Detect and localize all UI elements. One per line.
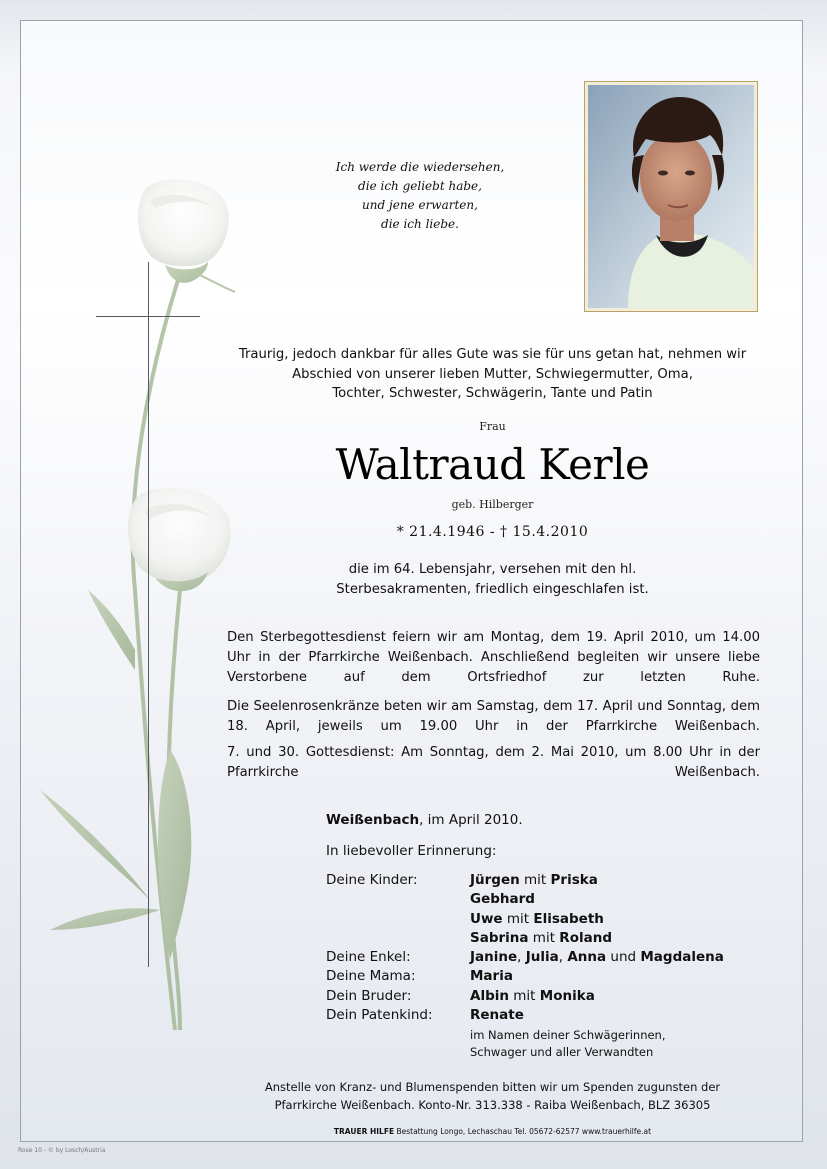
donation-line: Pfarrkirche Weißenbach. Konto-Nr. 313.338 - Raiba Weißenbach, BLZ 36305 <box>274 1098 711 1112</box>
memorial-quote <box>300 158 540 234</box>
person-name: Jürgen <box>470 872 520 888</box>
name-connector: , <box>558 949 568 966</box>
place-date <box>326 812 523 828</box>
mourner-row <box>326 930 746 949</box>
quote-line: die ich liebe. <box>381 217 459 231</box>
name-connector: mit <box>508 987 540 1004</box>
quote-line: die ich geliebt habe, <box>358 179 482 193</box>
person-name: Elisabeth <box>533 910 604 927</box>
place-town: Weißenbach <box>326 812 420 828</box>
mourner-role: Deine Enkel: <box>326 949 411 966</box>
portrait-image <box>588 85 754 308</box>
relatives-note-line: im Namen deiner Schwägerinnen, <box>470 1028 666 1042</box>
intro-line: Abschied von unserer lieben Mutter, Schwiegermutter, Oma, <box>292 366 693 382</box>
mourner-names <box>470 949 724 965</box>
person-name: Janine <box>470 949 518 966</box>
rosary-paragraph: Die Seelenrosenkränze beten wir am Samstag, dem 17. April und Sonntag, dem 18. April, jeweils um 19.00 Uhr in der Pfarrkirche Weißenbach. <box>227 699 760 734</box>
age-line: die im 64. Lebensjahr, versehen mit den hl. <box>348 562 637 577</box>
remembrance-text: In liebevoller Erinnerung: <box>326 843 497 859</box>
mourner-row <box>326 911 746 930</box>
mourner-names <box>470 1007 524 1023</box>
quote-line: und jene erwarten, <box>362 198 478 212</box>
quote-line: Ich werde die wiedersehen, <box>335 160 505 174</box>
relatives-note-line: Schwager und aller Verwandten <box>470 1045 654 1059</box>
mourner-names <box>470 911 604 927</box>
age-line: Sterbesakramenten, friedlich eingeschlafen ist. <box>336 582 649 597</box>
donation-request <box>225 1078 760 1114</box>
person-name: Maria <box>470 968 513 985</box>
person-name: Renate <box>470 1007 524 1024</box>
mourner-row <box>326 949 746 968</box>
person-name: Anna <box>567 949 607 966</box>
mourners-list <box>326 872 746 1026</box>
intro-text <box>225 345 760 404</box>
mourner-role: Dein Bruder: <box>326 987 412 1004</box>
name-connector: mit <box>519 872 551 888</box>
life-dates: * 21.4.1946 - † 15.4.2010 <box>396 524 589 540</box>
memorial-mass-paragraph: 7. und 30. Gottesdienst: Am Sonntag, dem 2. Mai 2010, um 8.00 Uhr in der Pfarrkirche Weißenbach. <box>227 745 760 780</box>
funeral-home-brand: TRAUER HILFE <box>333 1127 395 1136</box>
person-name: Uwe <box>470 910 503 927</box>
mourner-role: Deine Kinder: <box>326 872 418 888</box>
name-connector: , <box>517 949 526 966</box>
rose-illustration <box>30 170 250 1030</box>
portrait-photo <box>584 81 758 312</box>
person-name: Julia <box>525 949 559 966</box>
mourner-names <box>470 891 535 907</box>
mourner-names <box>470 988 595 1004</box>
birth-name: geb. Hilberger <box>451 498 534 511</box>
mourner-role: Dein Patenkind: <box>326 1007 433 1024</box>
funeral-service-paragraph: Den Sterbegottesdienst feiern wir am Montag, dem 19. April 2010, um 14.00 Uhr in der Pfarrkirche Weißenbach. Anschließend begleiten wir unsere liebe Verstorbene auf dem Ortsfriedhof zur letzten Ruhe. <box>227 630 760 685</box>
person-name: Albin <box>470 987 509 1004</box>
mourner-names <box>470 930 612 946</box>
mourner-row <box>326 891 746 910</box>
image-credit: Rose 10 - © by Losch/Austria <box>18 1147 106 1154</box>
intro-line: Traurig, jedoch dankbar für alles Gute was sie für uns getan hat, nehmen wir <box>238 347 747 362</box>
mourner-names <box>470 872 598 888</box>
cross-horizontal-bar <box>96 316 200 317</box>
name-connector: und <box>606 949 641 966</box>
mourner-row <box>326 968 746 987</box>
person-name: Sabrina <box>470 929 529 946</box>
cross-vertical-bar <box>148 262 149 967</box>
person-name: Priska <box>550 872 598 888</box>
name-connector: mit <box>502 910 534 927</box>
person-name: Magdalena <box>640 949 724 966</box>
relatives-note <box>470 1027 666 1061</box>
mourner-names <box>470 968 513 984</box>
intro-line: Tochter, Schwester, Schwägerin, Tante und Patin <box>332 386 653 401</box>
person-name: Monika <box>539 987 595 1004</box>
mourner-row <box>326 1007 746 1026</box>
person-name: Roland <box>559 929 612 946</box>
name-connector: mit <box>528 929 560 946</box>
place-date-text: , im April 2010. <box>419 812 523 828</box>
deceased-name: Waltraud Kerle <box>335 440 650 489</box>
mourner-row <box>326 988 746 1007</box>
funeral-home-contact: Bestattung Longo, Lechaschau Tel. 05672-62577 www.trauerhilfe.at <box>394 1127 652 1136</box>
age-text <box>225 560 760 600</box>
funeral-home-footer <box>225 1127 760 1136</box>
donation-line: Anstelle von Kranz- und Blumenspenden bitten wir um Spenden zugunsten der <box>264 1080 721 1094</box>
mourner-role: Deine Mama: <box>326 968 416 985</box>
person-name: Gebhard <box>470 891 535 908</box>
mourner-row <box>326 872 746 891</box>
salutation: Frau <box>479 420 506 433</box>
